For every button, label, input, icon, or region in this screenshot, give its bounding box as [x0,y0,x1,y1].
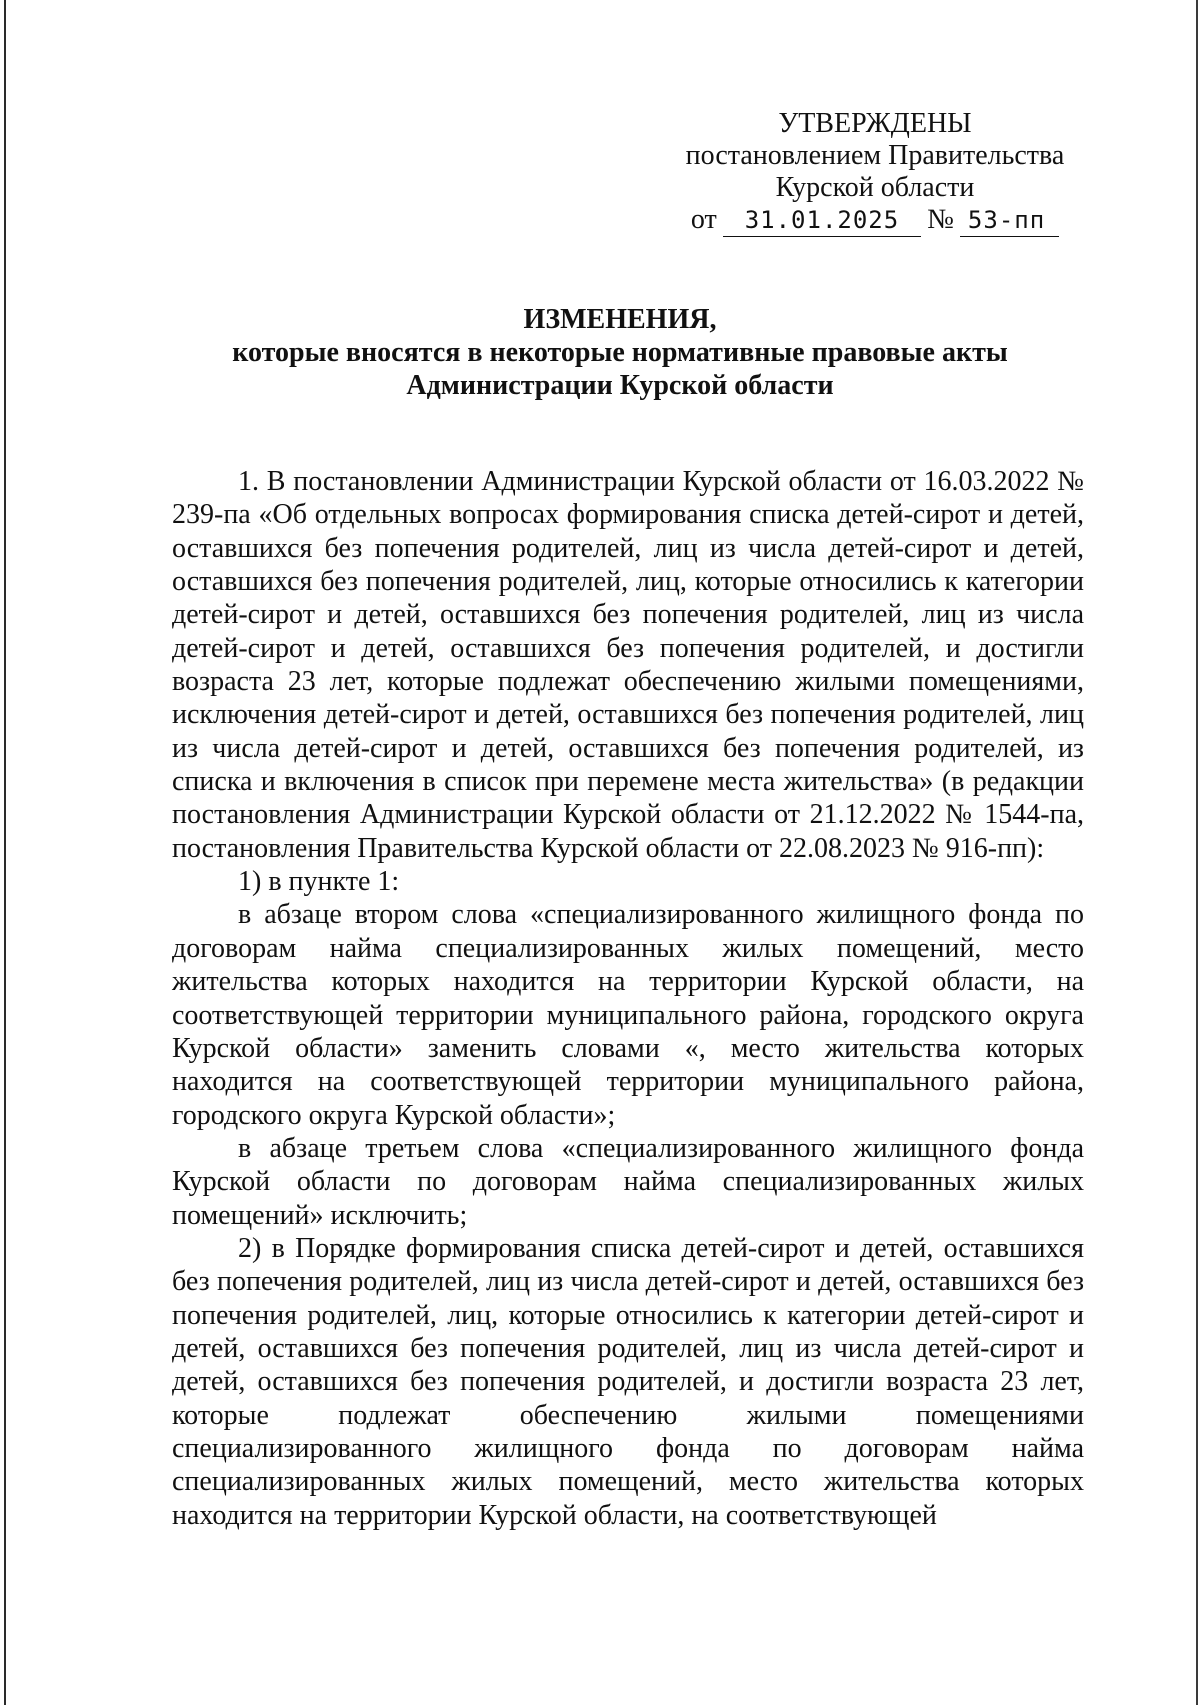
date-prefix: от [690,204,717,235]
approval-line-1: постановлением Правительства [685,140,1065,171]
approval-date: 31.01.2025 [723,204,922,237]
document-title: ИЗМЕНЕНИЯ, [523,304,717,335]
scan-edge-right [1196,0,1198,1705]
document-subtitle-line-2: Администрации Курской области [406,370,834,401]
document-title-block [140,303,1100,402]
number-prefix: № [927,204,954,235]
approval-reference-line [640,204,1110,237]
approval-number: 53-пп [960,204,1059,237]
paragraph-1: 1. В постановлении Администрации Курской области от 16.03.2022 № 239-па «Об отдельных вопросах формирования списка детей-сирот и детей, оставшихся без попечения родителей, лиц из числа детей-сирот и детей, оставшихся без попечения родителей, лиц, которые относились к категории детей-сирот и детей, оставшихся без попечения родителей, лиц из числа детей-сирот и детей, оставшихся без попечения родителей, и достигли возраста 23 лет, которые подлежат обеспечению жилыми помещениями, исключения детей-сирот и детей, оставшихся без попечения родителей, лиц из числа детей-сирот и детей, оставшихся без попечения родителей, из списка и включения в список при перемене места жительства» (в редакции постановления Администрации Курской области от 21.12.2022 № 1544-па, постановления Правительства Курской области от 22.08.2023 № 916-пп): [172,466,1084,864]
document-subtitle-line-1: которые вносятся в некоторые нормативные правовые акты [232,337,1008,368]
paragraph-3: в абзаце втором слова «специализированного жилищного фонда по договорам найма специализированных жилых помещений, место жительства которых находится на территории Курской области, на соответствующей территории муниципального района, городского округа Курской области» заменить словами «, место жительства которых находится на соответствующей территории муниципального района, городского округа Курской области»; [172,899,1084,1131]
paragraph-5: 2) в Порядке формирования списка детей-сирот и детей, оставшихся без попечения родителей, лиц из числа детей-сирот и детей, оставшихся без попечения родителей, лиц, которые относились к категории детей-сирот и детей, оставшихся без попечения родителей, лиц из числа детей-сирот и детей, оставшихся без попечения родителей, и достигли возраста 23 лет, которые подлежат обеспечению жилыми помещениями специализированного жилищного фонда по договорам найма специализированных жилых помещений, место жительства которых находится на территории Курской области, на соответствующей [172,1232,1084,1531]
scan-edge-left [4,0,6,1705]
document-body [172,465,1084,1532]
approval-heading: УТВЕРЖДЕНЫ [778,108,972,139]
approval-line-2: Курской области [775,172,975,203]
approval-stamp-block [640,108,1110,237]
paragraph-2: 1) в пункте 1: [238,866,400,898]
paragraph-4: в абзаце третьем слова «специализированного жилищного фонда Курской области по договорам найма специализированных жилых помещений» исключить; [172,1132,1084,1231]
